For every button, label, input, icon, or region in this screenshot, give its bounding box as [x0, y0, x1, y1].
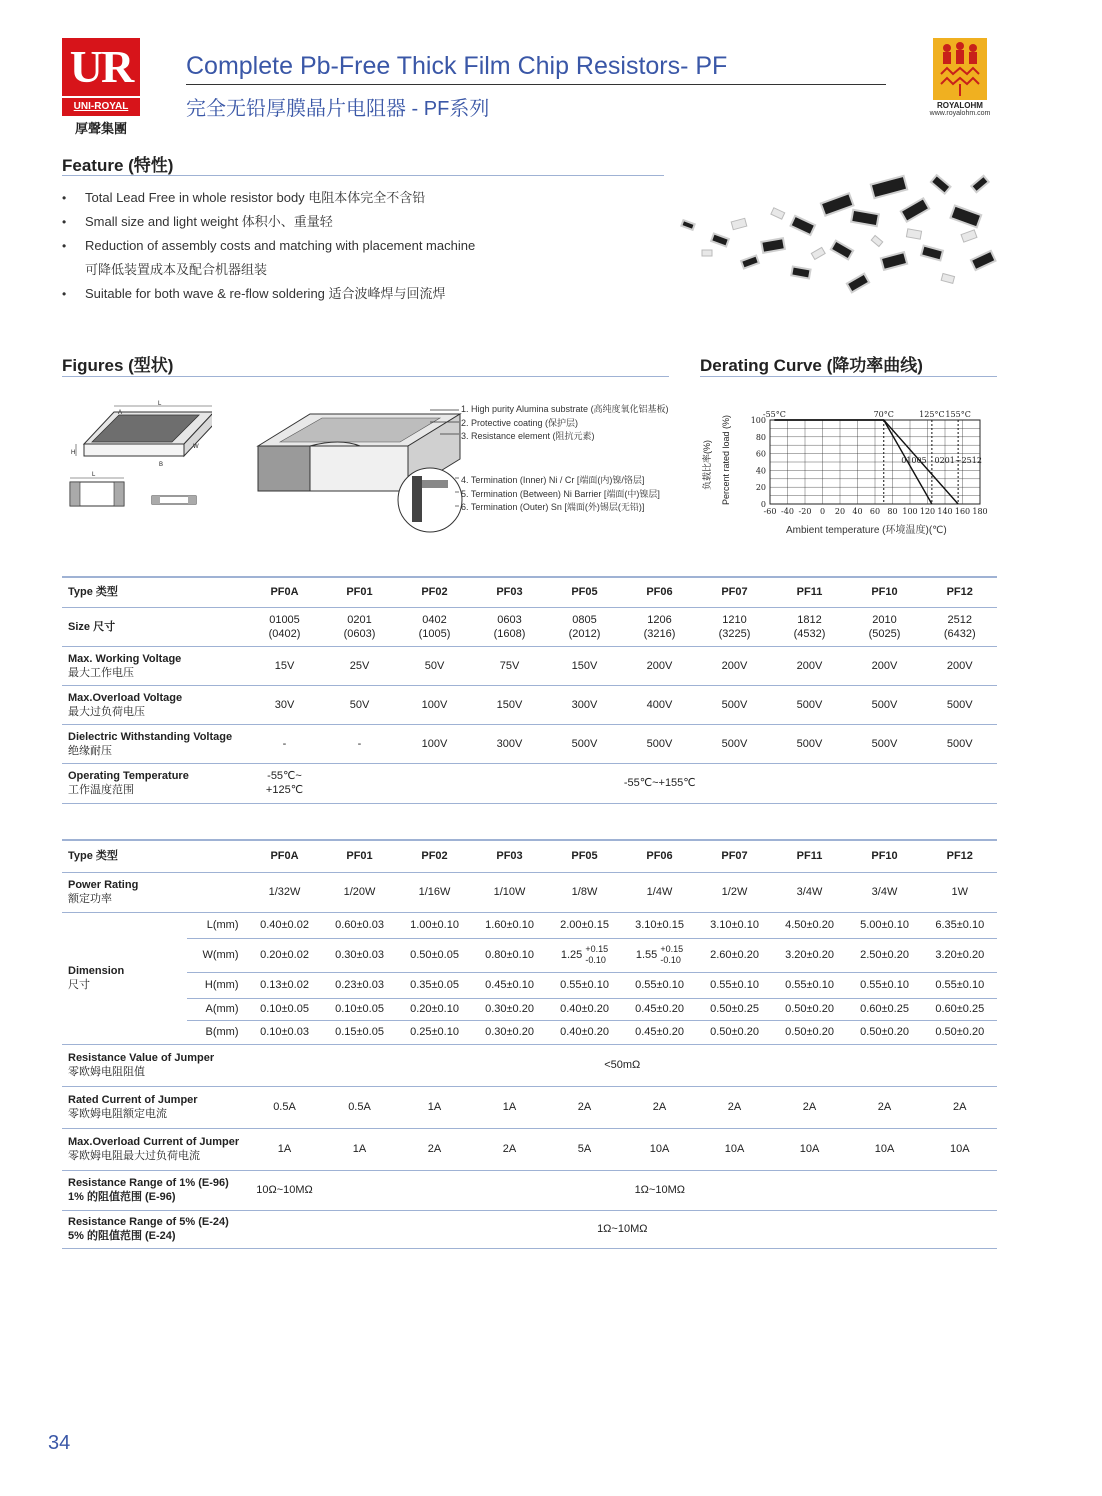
- cell: 500V: [772, 724, 847, 763]
- svg-text:B: B: [159, 462, 164, 468]
- y-tick-label: 0: [760, 500, 766, 509]
- cell: 10A: [772, 1128, 847, 1170]
- temp-mark-label: 70°C: [873, 410, 894, 419]
- feature-heading: Feature (特性): [62, 156, 174, 175]
- cell: 1.60±0.10: [472, 912, 547, 938]
- svg-text:W: W: [193, 444, 199, 450]
- type-cell: PF02: [397, 840, 472, 872]
- type-cell: PF06: [622, 840, 697, 872]
- type-cell: PF03: [472, 577, 547, 607]
- temp-mark-label: 155°C: [945, 410, 971, 419]
- cell: 1/8W: [547, 872, 622, 912]
- cell: 15V: [247, 646, 322, 685]
- table-row: [62, 607, 997, 646]
- cell: 1W: [922, 872, 997, 912]
- cell: 10A: [847, 1128, 922, 1170]
- cell: 0.60±0.25: [847, 998, 922, 1020]
- cell: 0.55±0.10: [547, 972, 622, 998]
- cell: 2A: [772, 1086, 847, 1128]
- cell: 2512 (6432): [922, 607, 997, 646]
- logo-ur-mark: UR: [62, 38, 140, 96]
- cell: 0.35±0.05: [397, 972, 472, 998]
- cell: 5A: [547, 1128, 622, 1170]
- row-label: Max. Working Voltage 最大工作电压: [62, 646, 247, 685]
- cell: 0.45±0.20: [622, 998, 697, 1020]
- cell: 0.23±0.03: [322, 972, 397, 998]
- table-row: [62, 763, 997, 803]
- cell: 2010 (5025): [847, 607, 922, 646]
- cell: 0.30±0.20: [472, 998, 547, 1020]
- cell: 10A: [922, 1128, 997, 1170]
- y-tick-label: 80: [755, 432, 766, 442]
- cell: 01005 (0402): [247, 607, 322, 646]
- cell: 0.55±0.10: [922, 972, 997, 998]
- cell: 1A: [247, 1128, 322, 1170]
- cell: 2A: [472, 1128, 547, 1170]
- cell: 10A: [697, 1128, 772, 1170]
- list-item: • Reduction of assembly costs and matching with placement machine 可降低装置成本及配合机器组装: [62, 238, 476, 277]
- svg-text:A: A: [118, 410, 123, 416]
- royalohm-name: ROYALOHM: [937, 101, 983, 110]
- table-row: [62, 1044, 997, 1086]
- cell: 3.10±0.10: [697, 912, 772, 938]
- cell: 500V: [697, 685, 772, 724]
- figures-heading: Figures (型状): [62, 356, 174, 375]
- spec-table-dimension: [62, 839, 997, 1249]
- table-row: [62, 972, 997, 998]
- cell: 1.00±0.10: [397, 912, 472, 938]
- cell: 0.55±0.10: [697, 972, 772, 998]
- table-row: [62, 1170, 997, 1210]
- cell: 0.45±0.10: [472, 972, 547, 998]
- cell: 2A: [847, 1086, 922, 1128]
- type-cell: PF01: [322, 840, 397, 872]
- dimension-sub-label: W(mm): [187, 938, 247, 972]
- type-cell: PF07: [697, 840, 772, 872]
- y-tick-label: 60: [755, 449, 766, 459]
- cell: 1A: [397, 1086, 472, 1128]
- cell: 0.10±0.05: [322, 998, 397, 1020]
- cell: 0.55±0.10: [847, 972, 922, 998]
- type-cell: PF11: [772, 577, 847, 607]
- type-cell: PF03: [472, 840, 547, 872]
- x-tick-label: 40: [852, 507, 863, 516]
- row-label: Size 尺寸: [62, 607, 247, 646]
- cell: 4.50±0.20: [772, 912, 847, 938]
- x-tick-label: 120: [919, 507, 936, 516]
- cell: 300V: [547, 685, 622, 724]
- x-tick-label: -20: [798, 507, 812, 516]
- dimension-label: Dimension 尺寸: [62, 912, 187, 1044]
- cell: 0.10±0.05: [247, 998, 322, 1020]
- royalohm-logo: [922, 38, 998, 117]
- cell: 0.55±0.10: [772, 972, 847, 998]
- royalohm-emblem-icon: [933, 38, 987, 100]
- cell: 0.50±0.20: [772, 998, 847, 1020]
- cell: 2.60±0.20: [697, 938, 772, 972]
- cell: 0.20±0.10: [397, 998, 472, 1020]
- page-title: Complete Pb-Free Thick Film Chip Resistors- PF: [186, 52, 728, 80]
- type-header: Type 类型: [62, 840, 247, 872]
- cell: 0.20±0.02: [247, 938, 322, 972]
- cell: 0.45±0.20: [622, 1020, 697, 1044]
- row-label: Rated Current of Jumper 零欧姆电阻额定电流: [62, 1086, 247, 1128]
- cell: 150V: [472, 685, 547, 724]
- x-tick-label: 180: [972, 507, 988, 516]
- cell: 0.40±0.20: [547, 1020, 622, 1044]
- figure-label: 5. Termination (Between) Ni Barrier [端面(中)镍层]: [461, 488, 660, 499]
- cell: 75V: [472, 646, 547, 685]
- cell: 0.5A: [322, 1086, 397, 1128]
- cell: 2A: [922, 1086, 997, 1128]
- cell: 50V: [322, 685, 397, 724]
- page-number: 34: [48, 1432, 71, 1454]
- x-tick-label: -40: [781, 507, 794, 516]
- x-axis-label: Ambient temperature (环境温度)(℃): [786, 525, 947, 536]
- cell: 0603 (1608): [472, 607, 547, 646]
- cell: 0.50±0.20: [772, 1020, 847, 1044]
- row-label: Max.Overload Current of Jumper 零欧姆电阻最大过负荷电流: [62, 1128, 247, 1170]
- cell: 1Ω~10MΩ: [322, 1170, 997, 1210]
- x-tick-label: -60: [763, 507, 777, 516]
- table-row: [62, 840, 997, 872]
- cell: 3.20±0.20: [922, 938, 997, 972]
- derating-heading: Derating Curve (降功率曲线): [700, 356, 923, 375]
- cell: 10Ω~10MΩ: [247, 1170, 322, 1210]
- figure-label: 1. High purity Alumina substrate (高纯度氧化铝基板): [461, 404, 669, 414]
- cell: 500V: [697, 724, 772, 763]
- type-cell: PF0A: [247, 840, 322, 872]
- cell: 0.50±0.20: [697, 1020, 772, 1044]
- cell: 200V: [847, 646, 922, 685]
- table-row: [62, 685, 997, 724]
- cell: 0.40±0.20: [547, 998, 622, 1020]
- type-cell: PF10: [847, 577, 922, 607]
- cell: 0.30±0.20: [472, 1020, 547, 1044]
- cell: 2.50±0.20: [847, 938, 922, 972]
- type-cell: PF0A: [247, 577, 322, 607]
- row-label: Resistance Value of Jumper 零欧姆电阻阻值: [62, 1044, 247, 1086]
- series-label: 0201~2512: [934, 455, 982, 465]
- cell: 100V: [397, 685, 472, 724]
- cell: 0.13±0.02: [247, 972, 322, 998]
- row-label: Max.Overload Voltage 最大过负荷电压: [62, 685, 247, 724]
- table-row: [62, 998, 997, 1020]
- cell: 50V: [397, 646, 472, 685]
- cell: 1210 (3225): [697, 607, 772, 646]
- cell: 0402 (1005): [397, 607, 472, 646]
- figure-label: 2. Protective coating (保护层): [461, 417, 579, 428]
- table-row: [62, 1128, 997, 1170]
- cell: 0.50±0.20: [847, 1020, 922, 1044]
- table-row: [62, 912, 997, 938]
- temp-mark-label: -55°C: [762, 410, 786, 419]
- cell: 1206 (3216): [622, 607, 697, 646]
- list-item: • Total Lead Free in whole resistor body 电阻本体完全不含铅: [62, 190, 426, 205]
- spec-table-voltage: [62, 576, 997, 804]
- cell: 1/32W: [247, 872, 322, 912]
- x-tick-label: 100: [902, 507, 918, 516]
- figure-labels-top: [461, 403, 669, 444]
- cell: 500V: [622, 724, 697, 763]
- cell: 500V: [847, 685, 922, 724]
- cell: 1/4W: [622, 872, 697, 912]
- cell: 0.40±0.02: [247, 912, 322, 938]
- dimension-sub-label: B(mm): [187, 1020, 247, 1044]
- y-tick-label: 20: [755, 483, 766, 493]
- derating-chart: [700, 400, 1000, 540]
- type-header: Type 类型: [62, 577, 247, 607]
- cell: 0.30±0.03: [322, 938, 397, 972]
- chip-resistors-photo: [672, 150, 1002, 300]
- cell: -: [247, 724, 322, 763]
- cell: 1/20W: [322, 872, 397, 912]
- row-label: Power Rating 额定功率: [62, 872, 247, 912]
- type-cell: PF12: [922, 577, 997, 607]
- cell: 500V: [922, 685, 997, 724]
- cell: 0.10±0.03: [247, 1020, 322, 1044]
- cell: 500V: [922, 724, 997, 763]
- figure-label: 4. Termination (Inner) Ni / Cr [端面(内)镍/铬层]: [461, 475, 645, 485]
- y-tick-label: 100: [750, 416, 766, 425]
- logo-band: UNI-ROYAL: [62, 98, 140, 116]
- dimension-sub-label: L(mm): [187, 912, 247, 938]
- y-axis-label-cn: 负载比率(%): [702, 440, 712, 490]
- cell: 400V: [622, 685, 697, 724]
- figure-label: 6. Termination (Outer) Sn [端面(外)锡层(无铅)]: [461, 502, 645, 512]
- type-cell: PF01: [322, 577, 397, 607]
- derating-heading-rule: [700, 376, 997, 377]
- cell: 30V: [247, 685, 322, 724]
- list-item: • Suitable for both wave & re-flow soldering 适合波峰焊与回流焊: [62, 286, 446, 301]
- series-label: 01005: [901, 455, 927, 465]
- cell: 3/4W: [847, 872, 922, 912]
- cell: 1A: [472, 1086, 547, 1128]
- cell: 200V: [697, 646, 772, 685]
- cell: 0.50±0.20: [922, 1020, 997, 1044]
- cell: 1/2W: [697, 872, 772, 912]
- cell: 500V: [847, 724, 922, 763]
- cell: 2A: [547, 1086, 622, 1128]
- page-title-cn: 完全无铅厚膜晶片电阻器 - PF系列: [186, 98, 490, 120]
- table-row: [62, 1210, 997, 1248]
- cell: 1.55 +0.15 -0.10: [622, 938, 697, 972]
- figures-heading-rule: [62, 376, 669, 377]
- cell: 500V: [547, 724, 622, 763]
- figure-labels-bottom: [461, 474, 660, 515]
- table-row: [62, 724, 997, 763]
- cell: 200V: [922, 646, 997, 685]
- cell: 0.80±0.10: [472, 938, 547, 972]
- feature-list: [62, 186, 662, 306]
- cell: 0.60±0.03: [322, 912, 397, 938]
- cell: 3.10±0.15: [622, 912, 697, 938]
- type-cell: PF11: [772, 840, 847, 872]
- type-cell: PF02: [397, 577, 472, 607]
- svg-text:L: L: [158, 401, 162, 407]
- svg-text:H: H: [71, 450, 76, 456]
- x-tick-label: 160: [954, 507, 971, 516]
- cell: -55℃~ +125℃: [247, 763, 322, 803]
- cell: 0.50±0.25: [697, 998, 772, 1020]
- cell: 1A: [322, 1128, 397, 1170]
- row-label: Dielectric Withstanding Voltage 绝缘耐压: [62, 724, 247, 763]
- cell: 0.5A: [247, 1086, 322, 1128]
- cell: 2.00±0.15: [547, 912, 622, 938]
- svg-text:L: L: [92, 472, 96, 478]
- cell: 1812 (4532): [772, 607, 847, 646]
- cell: 300V: [472, 724, 547, 763]
- cell: -55℃~+155℃: [322, 763, 997, 803]
- x-tick-label: 60: [869, 507, 881, 516]
- cell: 1/16W: [397, 872, 472, 912]
- table-row: [62, 938, 997, 972]
- table-row: [62, 646, 997, 685]
- cell: 2A: [622, 1086, 697, 1128]
- cell: 1Ω~10MΩ: [247, 1210, 997, 1248]
- cell: 0.50±0.05: [397, 938, 472, 972]
- table-row: [62, 872, 997, 912]
- cell: 200V: [772, 646, 847, 685]
- table-row: [62, 1086, 997, 1128]
- type-cell: PF05: [547, 840, 622, 872]
- y-tick-label: 40: [755, 466, 766, 476]
- cell: 3/4W: [772, 872, 847, 912]
- list-item: • Small size and light weight 体积小、重量轻: [62, 214, 333, 229]
- uniroyal-logo: [62, 38, 140, 137]
- resistor-dimension-drawing: [62, 396, 212, 511]
- type-cell: PF07: [697, 577, 772, 607]
- type-cell: PF12: [922, 840, 997, 872]
- cell: 150V: [547, 646, 622, 685]
- dimension-sub-label: A(mm): [187, 998, 247, 1020]
- cell: 100V: [397, 724, 472, 763]
- cell: 0201 (0603): [322, 607, 397, 646]
- cell: 1.25 +0.15 -0.10: [547, 938, 622, 972]
- cell: 0.60±0.25: [922, 998, 997, 1020]
- title-divider: [186, 84, 886, 85]
- cell: 3.20±0.20: [772, 938, 847, 972]
- type-cell: PF05: [547, 577, 622, 607]
- cell: 2A: [397, 1128, 472, 1170]
- y-axis-label: Percent rated load (%): [721, 414, 731, 506]
- row-label: Resistance Range of 5% (E-24) 5% 的阻值范围 (E-24): [62, 1210, 247, 1248]
- cell: 5.00±0.10: [847, 912, 922, 938]
- table-row: [62, 1020, 997, 1044]
- x-tick-label: 140: [937, 507, 953, 516]
- table-row: [62, 577, 997, 607]
- x-tick-label: 80: [887, 507, 898, 516]
- cell: 0805 (2012): [547, 607, 622, 646]
- cell: 500V: [772, 685, 847, 724]
- row-label: Operating Temperature 工作温度范围: [62, 763, 247, 803]
- royalohm-url: www.royalohm.com: [929, 110, 991, 117]
- type-cell: PF10: [847, 840, 922, 872]
- type-cell: PF06: [622, 577, 697, 607]
- cell: 1/10W: [472, 872, 547, 912]
- cell: 0.15±0.05: [322, 1020, 397, 1044]
- cell: 200V: [622, 646, 697, 685]
- cell: 6.35±0.10: [922, 912, 997, 938]
- logo-chinese-name: 厚聲集團: [74, 122, 127, 137]
- cell: -: [322, 724, 397, 763]
- row-label: Resistance Range of 1% (E-96) 1% 的阻值范围 (E-96): [62, 1170, 247, 1210]
- dimension-sub-label: H(mm): [187, 972, 247, 998]
- x-tick-label: 0: [819, 507, 826, 516]
- x-tick-label: 20: [834, 507, 846, 516]
- cell: 0.55±0.10: [622, 972, 697, 998]
- cell: <50mΩ: [247, 1044, 997, 1086]
- temp-mark-label: 125°C: [919, 410, 945, 419]
- cell: 25V: [322, 646, 397, 685]
- feature-heading-rule: [62, 175, 664, 176]
- figure-label: 3. Resistance element (阻抗元素): [461, 431, 595, 441]
- cell: 10A: [622, 1128, 697, 1170]
- cell: 2A: [697, 1086, 772, 1128]
- cell: 0.25±0.10: [397, 1020, 472, 1044]
